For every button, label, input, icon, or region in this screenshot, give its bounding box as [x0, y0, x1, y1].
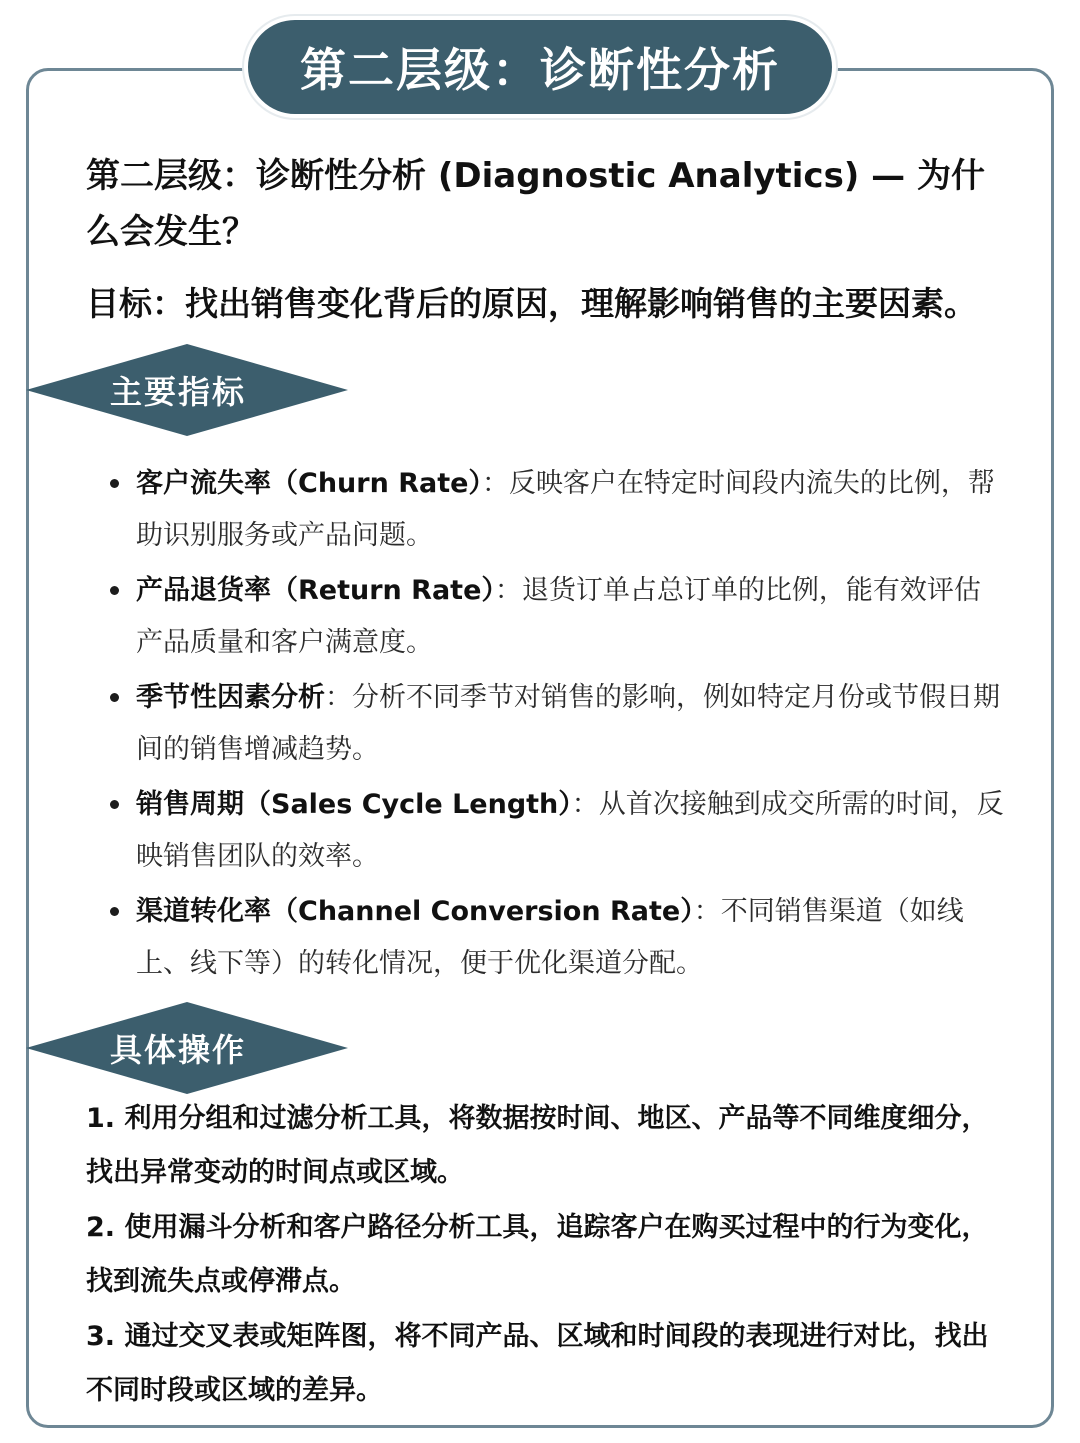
section-tag-label: 具体操作 [110, 1031, 247, 1069]
list-item [106, 565, 1006, 669]
bullet-icon [110, 800, 119, 809]
list-item [106, 458, 1006, 562]
operations-list [86, 1092, 1006, 1419]
metric-description: ：不同销售渠道（如线上、线下等）的转化情况，便于优化渠道分配。 [136, 896, 964, 979]
metric-description: ：反映客户在特定时间段内流失的比例，帮助识别服务或产品问题。 [136, 468, 995, 551]
title-badge-text: 第二层级：诊断性分析 [300, 43, 780, 97]
metrics-list [106, 458, 1006, 993]
metric-term: 渠道转化率（Channel Conversion Rate） [136, 896, 694, 927]
section-tag-metrics [26, 344, 348, 436]
section-tag-operations [26, 1002, 348, 1094]
bullet-icon [110, 907, 119, 916]
metric-description: ：分析不同季节对销售的影响，例如特定月份或节假日期间的销售增减趋势。 [136, 682, 1000, 765]
bullet-icon [110, 479, 119, 488]
list-item [106, 886, 1006, 990]
metric-description: ：从首次接触到成交所需的时间，反映销售团队的效率。 [136, 789, 1004, 872]
bullet-icon [110, 586, 119, 595]
goal-statement: 目标：找出销售变化背后的原因，理解影响销售的主要因素。 [86, 284, 977, 323]
list-item [106, 672, 1006, 776]
metric-term: 客户流失率（Churn Rate） [136, 468, 482, 499]
bullet-icon [110, 693, 119, 702]
title-badge [244, 16, 836, 118]
metric-description: ：退货订单占总订单的比例，能有效评估产品质量和客户满意度。 [136, 575, 981, 658]
section-heading: 第二层级：诊断性分析 (Diagnostic Analytics) — 为什么会发生？ [86, 156, 986, 252]
list-item: 1. 利用分组和过滤分析工具，将数据按时间、地区、产品等不同维度细分，找出异常变动的时间点或区域。 [86, 1103, 989, 1188]
metric-term: 产品退货率（Return Rate） [136, 575, 495, 606]
list-item: 3. 通过交叉表或矩阵图，将不同产品、区域和时间段的表现进行对比，找出不同时段或区域的差异。 [86, 1321, 989, 1406]
section-tag-label: 主要指标 [110, 373, 247, 411]
metric-term: 季节性因素分析 [136, 682, 325, 713]
list-item: 2. 使用漏斗分析和客户路径分析工具，追踪客户在购买过程中的行为变化，找到流失点或停滞点。 [86, 1212, 989, 1297]
list-item [106, 779, 1006, 883]
metric-term: 销售周期（Sales Cycle Length） [136, 789, 572, 820]
